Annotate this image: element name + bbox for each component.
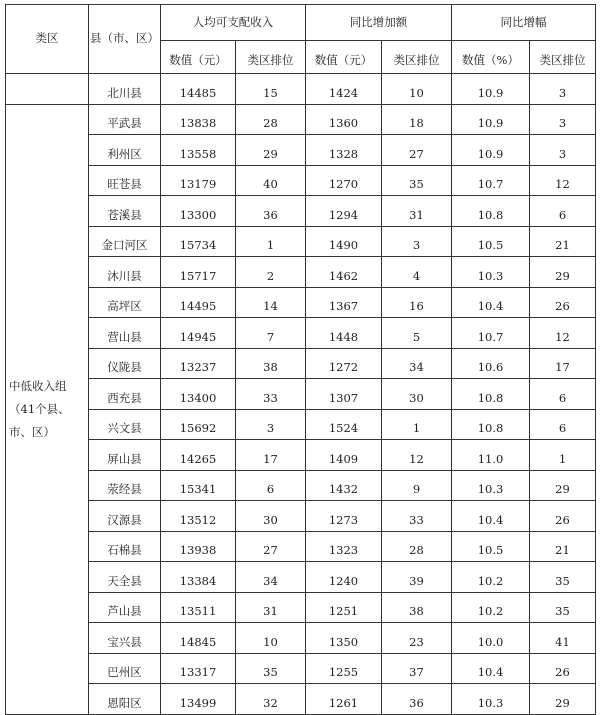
table-row [6, 74, 596, 105]
increase-value-cell: 1255 [306, 653, 382, 684]
table-header [6, 5, 596, 74]
subheader-increase-rank: 类区排位 [382, 41, 452, 74]
table-row [6, 684, 596, 715]
income-rank-cell: 17 [236, 440, 306, 471]
income-rank-cell: 30 [236, 501, 306, 532]
income-value-cell: 13938 [161, 531, 236, 562]
header-group-income: 人均可支配收入 [161, 5, 306, 41]
income-value-cell: 13558 [161, 135, 236, 166]
income-value-cell: 15717 [161, 257, 236, 288]
county-cell: 石棉县 [89, 531, 161, 562]
growth-value-cell: 10.8 [452, 409, 530, 440]
income-rank-cell: 1 [236, 226, 306, 257]
county-cell: 恩阳区 [89, 684, 161, 715]
county-cell: 利州区 [89, 135, 161, 166]
table-row [6, 409, 596, 440]
income-value-cell: 14945 [161, 318, 236, 349]
growth-rank-cell: 35 [530, 592, 596, 623]
header-group-growth: 同比增幅 [452, 5, 596, 41]
income-rank-cell: 38 [236, 348, 306, 379]
income-rank-cell: 35 [236, 653, 306, 684]
income-rank-cell: 3 [236, 409, 306, 440]
table-row [6, 318, 596, 349]
increase-value-cell: 1350 [306, 623, 382, 654]
county-cell: 高坪区 [89, 287, 161, 318]
increase-value-cell: 1273 [306, 501, 382, 532]
income-rank-cell: 10 [236, 623, 306, 654]
growth-value-cell: 10.6 [452, 348, 530, 379]
increase-value-cell: 1432 [306, 470, 382, 501]
growth-rank-cell: 17 [530, 348, 596, 379]
income-rank-cell: 7 [236, 318, 306, 349]
increase-value-cell: 1360 [306, 104, 382, 135]
growth-value-cell: 10.3 [452, 257, 530, 288]
income-value-cell: 15692 [161, 409, 236, 440]
increase-value-cell: 1323 [306, 531, 382, 562]
increase-value-cell: 1251 [306, 592, 382, 623]
growth-value-cell: 10.4 [452, 287, 530, 318]
growth-rank-cell: 21 [530, 226, 596, 257]
increase-value-cell: 1367 [306, 287, 382, 318]
income-value-cell: 15341 [161, 470, 236, 501]
growth-value-cell: 10.8 [452, 196, 530, 227]
increase-value-cell: 1272 [306, 348, 382, 379]
increase-rank-cell: 37 [382, 653, 452, 684]
income-value-cell: 14265 [161, 440, 236, 471]
increase-rank-cell: 38 [382, 592, 452, 623]
header-county: 县（市、区） [89, 5, 161, 74]
increase-value-cell: 1409 [306, 440, 382, 471]
increase-rank-cell: 31 [382, 196, 452, 227]
county-cell: 平武县 [89, 104, 161, 135]
county-cell: 荥经县 [89, 470, 161, 501]
growth-value-cell: 10.4 [452, 501, 530, 532]
income-rank-cell: 6 [236, 470, 306, 501]
category-cell-group: 中低收入组（41个县、市、区） [6, 104, 89, 714]
growth-value-cell: 10.8 [452, 379, 530, 410]
growth-value-cell: 10.9 [452, 104, 530, 135]
growth-rank-cell: 29 [530, 470, 596, 501]
increase-value-cell: 1490 [306, 226, 382, 257]
increase-rank-cell: 33 [382, 501, 452, 532]
growth-value-cell: 11.0 [452, 440, 530, 471]
increase-value-cell: 1240 [306, 562, 382, 593]
increase-rank-cell: 28 [382, 531, 452, 562]
income-value-cell: 13512 [161, 501, 236, 532]
increase-value-cell: 1261 [306, 684, 382, 715]
increase-value-cell: 1294 [306, 196, 382, 227]
increase-value-cell: 1307 [306, 379, 382, 410]
county-cell: 宝兴县 [89, 623, 161, 654]
growth-rank-cell: 12 [530, 165, 596, 196]
growth-value-cell: 10.9 [452, 74, 530, 105]
income-value-cell: 13499 [161, 684, 236, 715]
increase-rank-cell: 12 [382, 440, 452, 471]
growth-rank-cell: 26 [530, 501, 596, 532]
income-rank-cell: 33 [236, 379, 306, 410]
growth-rank-cell: 12 [530, 318, 596, 349]
subheader-income-value: 数值（元） [161, 41, 236, 74]
growth-rank-cell: 6 [530, 196, 596, 227]
growth-value-cell: 10.7 [452, 318, 530, 349]
county-cell: 兴文县 [89, 409, 161, 440]
income-value-cell: 13838 [161, 104, 236, 135]
income-value-cell: 14485 [161, 74, 236, 105]
table-row [6, 135, 596, 166]
increase-value-cell: 1462 [306, 257, 382, 288]
county-cell: 天全县 [89, 562, 161, 593]
income-table [5, 4, 596, 715]
growth-rank-cell: 29 [530, 257, 596, 288]
increase-rank-cell: 35 [382, 165, 452, 196]
county-cell: 北川县 [89, 74, 161, 105]
increase-rank-cell: 36 [382, 684, 452, 715]
income-rank-cell: 34 [236, 562, 306, 593]
income-rank-cell: 2 [236, 257, 306, 288]
table-row [6, 287, 596, 318]
income-value-cell: 13300 [161, 196, 236, 227]
table-row [6, 592, 596, 623]
income-value-cell: 14845 [161, 623, 236, 654]
subheader-increase-value: 数值（元） [306, 41, 382, 74]
income-value-cell: 14495 [161, 287, 236, 318]
income-value-cell: 13384 [161, 562, 236, 593]
table-row [6, 165, 596, 196]
county-cell: 仪陇县 [89, 348, 161, 379]
subheader-growth-rank: 类区排位 [530, 41, 596, 74]
growth-rank-cell: 21 [530, 531, 596, 562]
growth-value-cell: 10.4 [452, 653, 530, 684]
increase-value-cell: 1424 [306, 74, 382, 105]
county-cell: 芦山县 [89, 592, 161, 623]
growth-value-cell: 10.5 [452, 226, 530, 257]
county-cell: 金口河区 [89, 226, 161, 257]
growth-rank-cell: 26 [530, 287, 596, 318]
income-value-cell: 13237 [161, 348, 236, 379]
increase-rank-cell: 1 [382, 409, 452, 440]
increase-rank-cell: 27 [382, 135, 452, 166]
income-rank-cell: 14 [236, 287, 306, 318]
growth-rank-cell: 3 [530, 135, 596, 166]
increase-rank-cell: 16 [382, 287, 452, 318]
income-rank-cell: 40 [236, 165, 306, 196]
growth-rank-cell: 26 [530, 653, 596, 684]
income-value-cell: 13400 [161, 379, 236, 410]
growth-rank-cell: 35 [530, 562, 596, 593]
subheader-income-rank: 类区排位 [236, 41, 306, 74]
growth-rank-cell: 1 [530, 440, 596, 471]
income-rank-cell: 28 [236, 104, 306, 135]
increase-value-cell: 1448 [306, 318, 382, 349]
growth-value-cell: 10.3 [452, 684, 530, 715]
increase-rank-cell: 18 [382, 104, 452, 135]
table-row [6, 104, 596, 135]
increase-value-cell: 1524 [306, 409, 382, 440]
table-row [6, 348, 596, 379]
growth-value-cell: 10.3 [452, 470, 530, 501]
table-row [6, 623, 596, 654]
growth-rank-cell: 6 [530, 379, 596, 410]
increase-rank-cell: 5 [382, 318, 452, 349]
county-cell: 西充县 [89, 379, 161, 410]
increase-value-cell: 1270 [306, 165, 382, 196]
county-cell: 沐川县 [89, 257, 161, 288]
table-row [6, 501, 596, 532]
growth-rank-cell: 41 [530, 623, 596, 654]
county-cell: 苍溪县 [89, 196, 161, 227]
increase-rank-cell: 39 [382, 562, 452, 593]
increase-rank-cell: 34 [382, 348, 452, 379]
category-cell-empty [6, 74, 89, 105]
table-row [6, 379, 596, 410]
growth-value-cell: 10.0 [452, 623, 530, 654]
county-cell: 巴州区 [89, 653, 161, 684]
county-cell: 营山县 [89, 318, 161, 349]
county-cell: 汉源县 [89, 501, 161, 532]
table-row [6, 196, 596, 227]
table-row [6, 440, 596, 471]
growth-rank-cell: 6 [530, 409, 596, 440]
header-group-increase: 同比增加额 [306, 5, 452, 41]
income-rank-cell: 15 [236, 74, 306, 105]
increase-value-cell: 1328 [306, 135, 382, 166]
table-row [6, 257, 596, 288]
growth-value-cell: 10.9 [452, 135, 530, 166]
county-cell: 旺苍县 [89, 165, 161, 196]
growth-value-cell: 10.5 [452, 531, 530, 562]
growth-rank-cell: 3 [530, 104, 596, 135]
increase-rank-cell: 4 [382, 257, 452, 288]
increase-rank-cell: 10 [382, 74, 452, 105]
table-row [6, 531, 596, 562]
growth-value-cell: 10.2 [452, 562, 530, 593]
table-row [6, 470, 596, 501]
table-row [6, 562, 596, 593]
income-rank-cell: 32 [236, 684, 306, 715]
income-value-cell: 13511 [161, 592, 236, 623]
income-value-cell: 15734 [161, 226, 236, 257]
increase-rank-cell: 3 [382, 226, 452, 257]
table-body [6, 74, 596, 715]
growth-value-cell: 10.2 [452, 592, 530, 623]
subheader-growth-value: 数值（%） [452, 41, 530, 74]
increase-rank-cell: 30 [382, 379, 452, 410]
income-value-cell: 13317 [161, 653, 236, 684]
header-category: 类区 [6, 5, 89, 74]
table-row [6, 226, 596, 257]
county-cell: 屏山县 [89, 440, 161, 471]
income-rank-cell: 27 [236, 531, 306, 562]
increase-rank-cell: 23 [382, 623, 452, 654]
growth-rank-cell: 3 [530, 74, 596, 105]
income-rank-cell: 36 [236, 196, 306, 227]
income-rank-cell: 29 [236, 135, 306, 166]
table-row [6, 653, 596, 684]
growth-value-cell: 10.7 [452, 165, 530, 196]
income-rank-cell: 31 [236, 592, 306, 623]
increase-rank-cell: 9 [382, 470, 452, 501]
growth-rank-cell: 29 [530, 684, 596, 715]
income-value-cell: 13179 [161, 165, 236, 196]
